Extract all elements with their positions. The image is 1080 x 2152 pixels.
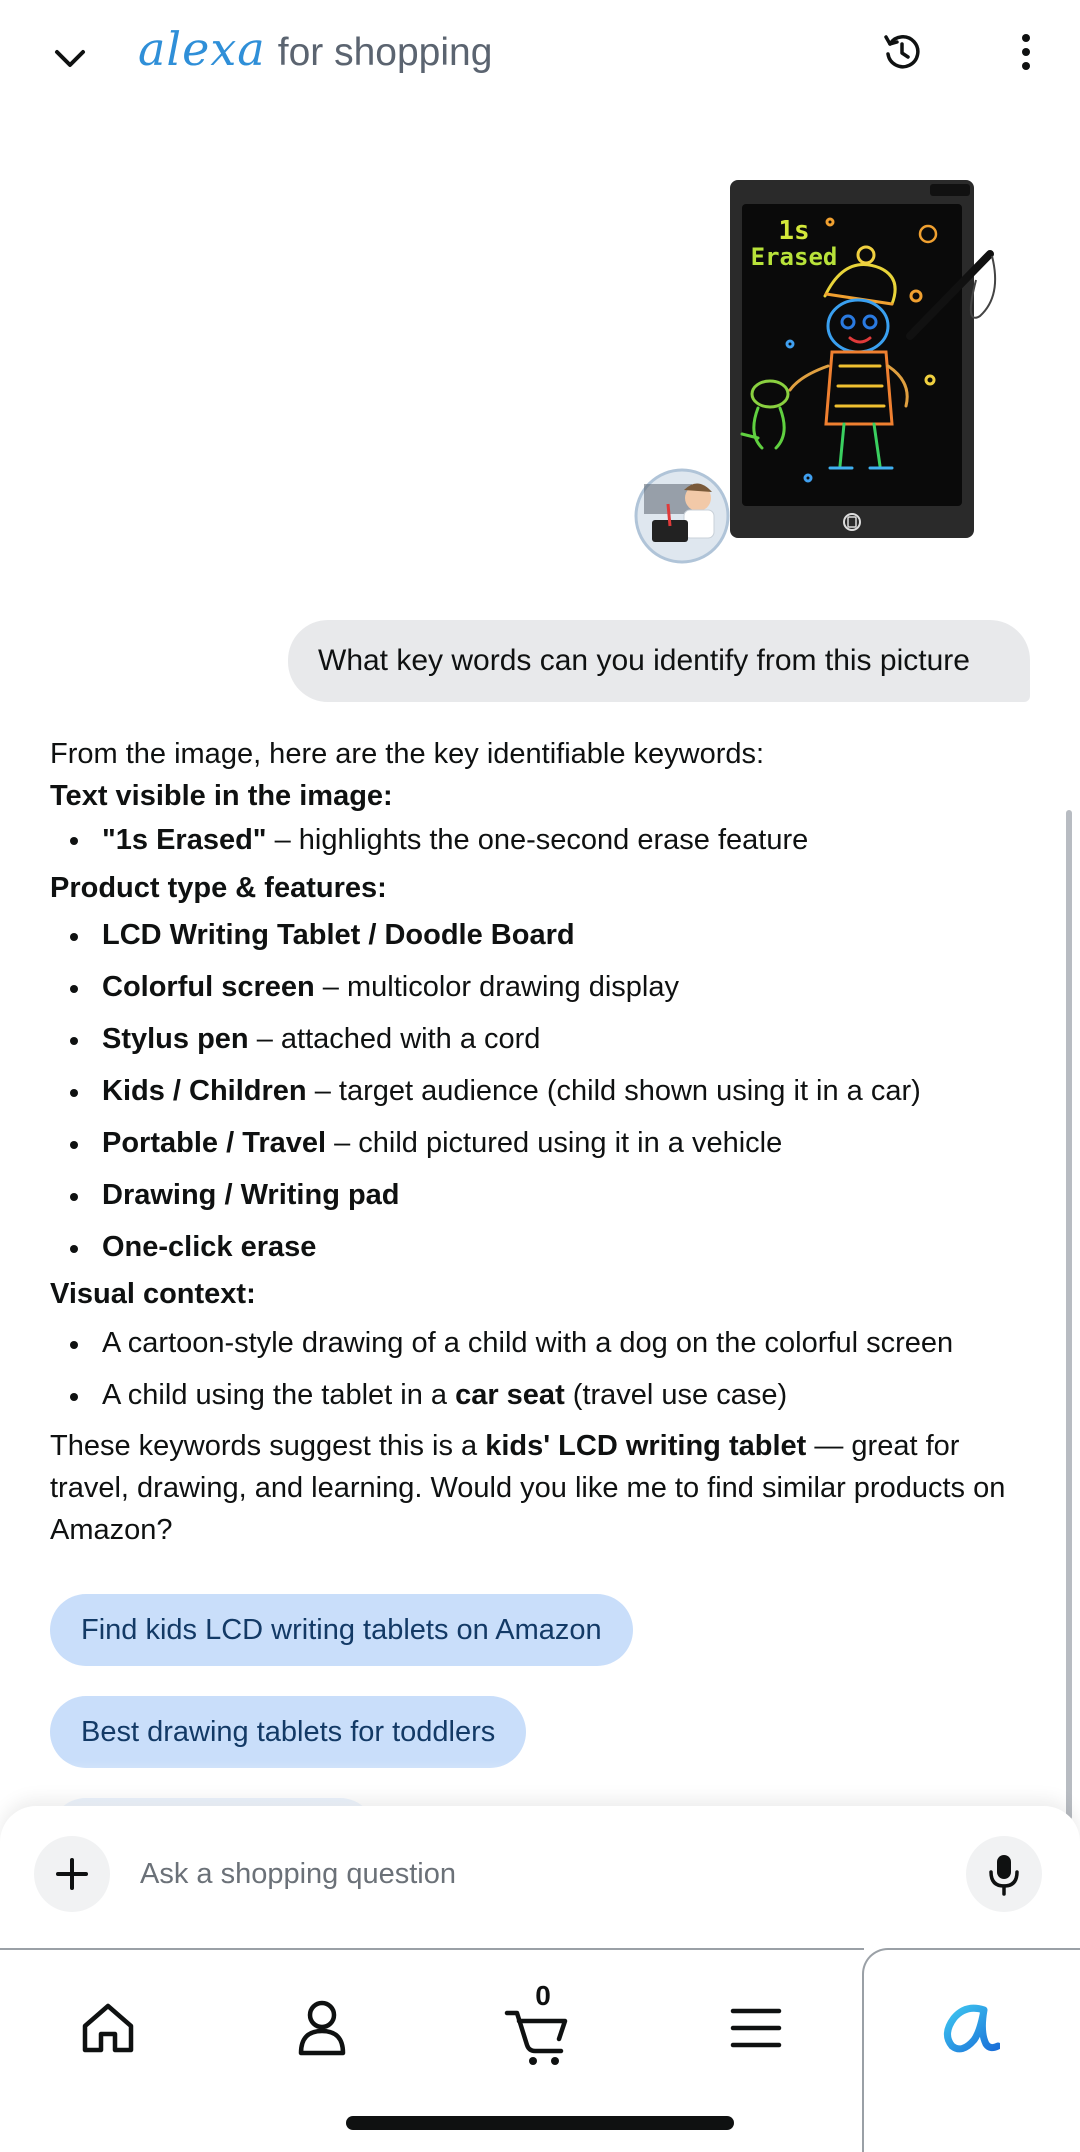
alexa-icon — [940, 2002, 1000, 2054]
chevron-down-icon[interactable] — [52, 40, 88, 76]
nav-alexa-button[interactable] — [920, 1978, 1020, 2078]
list-item: A cartoon-style drawing of a child with a dog on the colorful screen — [50, 1317, 1040, 1369]
product-features-list — [50, 909, 1040, 1273]
list-item: Colorful screen – multicolor drawing display — [50, 961, 1040, 1013]
screen-text-1s: 1s — [778, 216, 810, 246]
cart-count-badge: 0 — [535, 1980, 551, 2011]
section-heading-visual-context: Visual context: — [50, 1278, 256, 1310]
shopping-question-input[interactable] — [140, 1846, 960, 1902]
more-options-icon[interactable] — [1008, 30, 1044, 74]
list-item: Portable / Travel – child pictured using it in a vehicle — [50, 1117, 1040, 1169]
brand-subtitle: for shopping — [277, 31, 493, 74]
nav-cart-button[interactable] — [488, 1978, 588, 2078]
top-header — [0, 0, 1080, 110]
nav-divider — [0, 1948, 864, 1950]
nav-menu-button[interactable] — [706, 1978, 806, 2078]
scrollbar[interactable] — [1066, 810, 1072, 1820]
history-icon[interactable] — [880, 30, 924, 74]
menu-icon — [730, 2007, 782, 2049]
list-item: A child using the tablet in a car seat (travel use case) — [50, 1369, 1040, 1421]
text-visible-list — [50, 819, 1040, 861]
cart-icon — [503, 2003, 573, 2067]
microphone-icon — [984, 1852, 1024, 1896]
uploaded-product-image[interactable] — [630, 176, 1010, 576]
app-brand — [138, 22, 492, 76]
list-item: Drawing / Writing pad — [50, 1169, 1040, 1221]
section-heading-product-type: Product type & features: — [50, 872, 387, 904]
nav-account-button[interactable] — [272, 1978, 372, 2078]
nav-home-button[interactable] — [58, 1978, 158, 2078]
section-heading-text-visible: Text visible in the image: — [50, 780, 393, 812]
suggestion-chip-best-drawing[interactable]: Best drawing tablets for toddlers — [50, 1696, 526, 1768]
user-message-bubble — [288, 620, 1030, 702]
home-icon — [79, 2000, 137, 2056]
home-indicator[interactable] — [346, 2116, 734, 2130]
list-item: One-click erase — [50, 1221, 1040, 1273]
list-item: "1s Erased" – highlights the one-second erase feature — [50, 819, 1040, 861]
suggestion-chip-find-tablets[interactable]: Find kids LCD writing tablets on Amazon — [50, 1594, 633, 1666]
plus-icon — [52, 1854, 92, 1894]
list-item: Stylus pen – attached with a cord — [50, 1013, 1040, 1065]
assistant-response — [50, 733, 1040, 1551]
add-attachment-button[interactable] — [34, 1836, 110, 1912]
list-item: LCD Writing Tablet / Doodle Board — [50, 909, 1040, 961]
account-icon — [297, 1999, 347, 2057]
visual-context-list — [50, 1317, 1040, 1421]
user-message-text: What key words can you identify from this picture — [318, 644, 970, 677]
input-bar — [0, 1806, 1080, 1948]
list-item: Kids / Children – target audience (child shown using it in a car) — [50, 1065, 1040, 1117]
response-closing: These keywords suggest this is a kids' LCD writing tablet — great for travel, drawing, and learning. Would you like me to find similar products on Amazon? — [50, 1430, 1006, 1546]
microphone-button[interactable] — [966, 1836, 1042, 1912]
response-intro: From the image, here are the key identifiable keywords: — [50, 738, 765, 770]
brand-alexa-logo: alexa — [138, 22, 266, 76]
screen-text-erased: Erased — [750, 243, 838, 271]
